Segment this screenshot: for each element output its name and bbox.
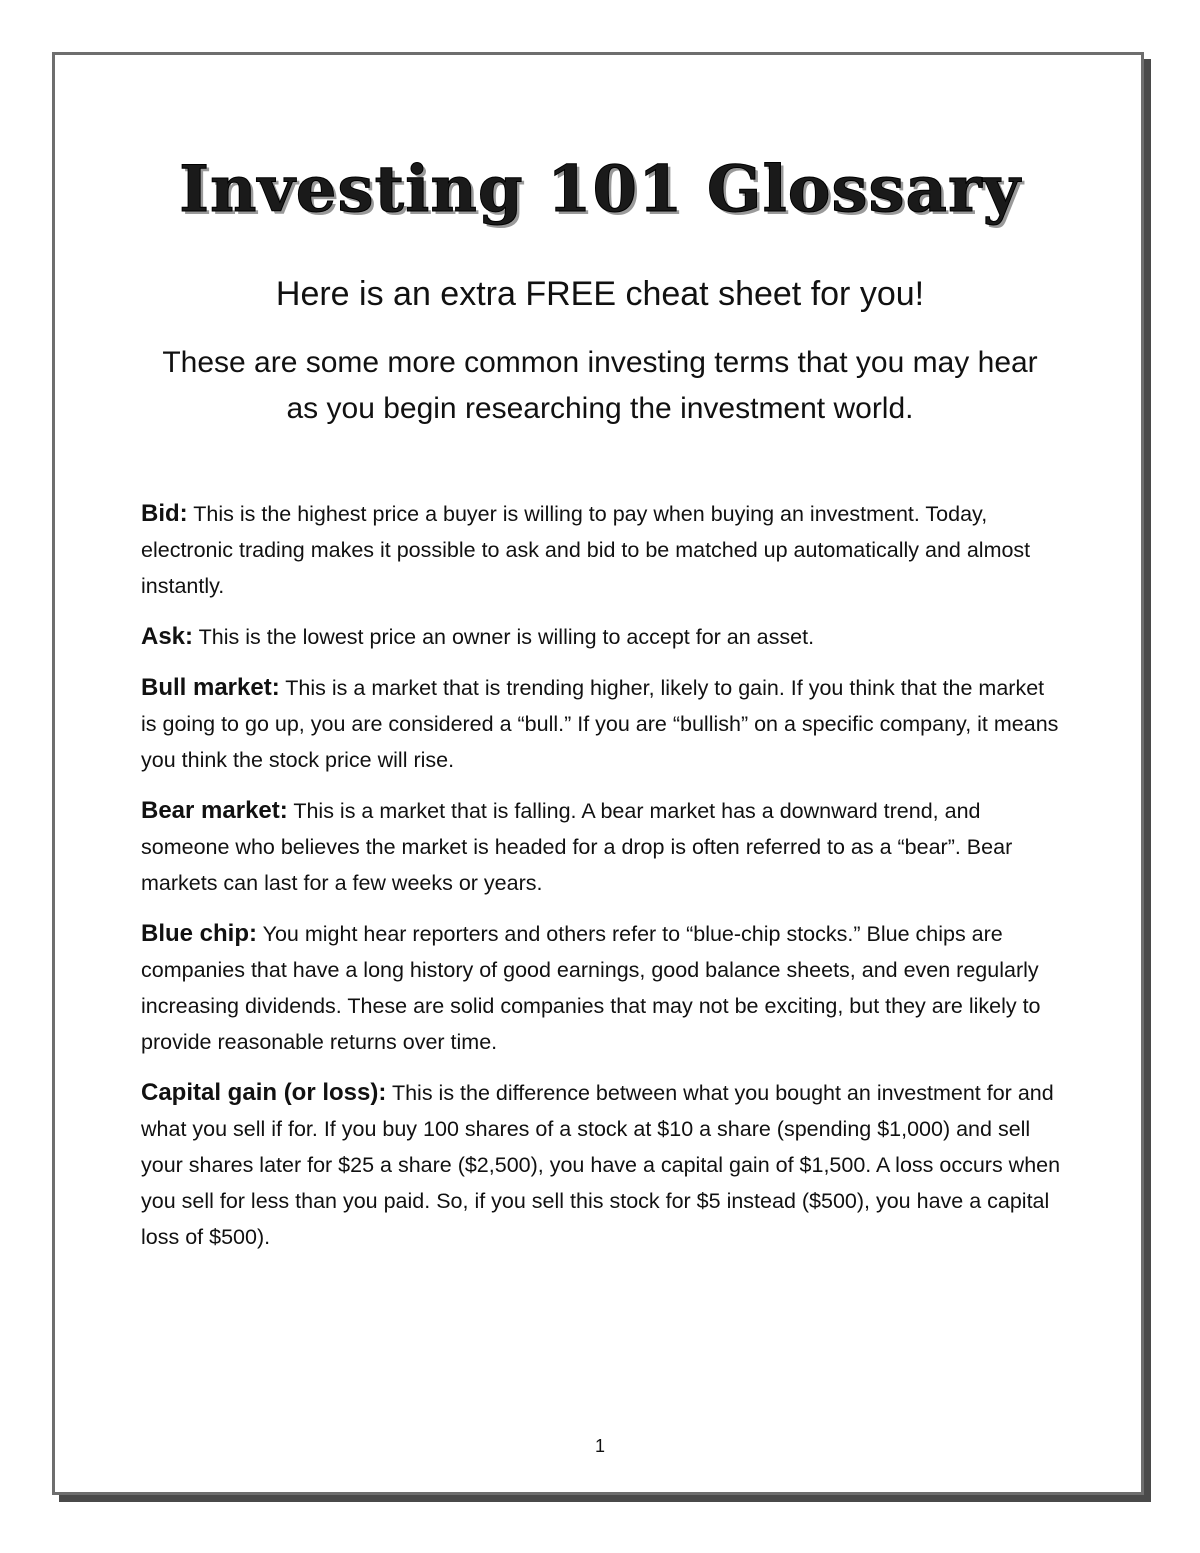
glossary-definition: This is a market that is falling. A bear market has a downward trend, and someone who believes the market is headed for a drop is often referred to as a “bear”. Bear markets can last for a few weeks or years. — [141, 799, 1013, 895]
glossary-definition: This is the highest price a buyer is willing to pay when buying an investment. Today, electronic trading makes it possible to ask and bid to be matched up automatically and almost instantly. — [141, 502, 1031, 598]
glossary-entry-bid — [141, 496, 1061, 604]
glossary-list — [141, 496, 1061, 1270]
glossary-entry-bull-market — [141, 670, 1061, 778]
page-title: Investing 101 Glossary — [179, 152, 1021, 227]
glossary-definition: You might hear reporters and others refer to “blue-chip stocks.” Blue chips are companies that have a long history of good earnings, good balance sheets, and even regularly increasing dividends. These are solid companies that may not be exciting, but they are likely to provide reasonable returns over time. — [141, 922, 1041, 1054]
glossary-definition: This is the lowest price an owner is willing to accept for an asset. — [198, 625, 815, 649]
page-number: 1 — [594, 1436, 605, 1456]
glossary-definition: This is the difference between what you bought an investment for and what you sell if for. If you buy 100 shares of a stock at $10 a share (spending $1,000) and sell your shares later for $25 a share ($2,500), you have a capital gain of $1,500. A loss occurs when you sell for less than you paid. So, if you sell this stock for $5 instead ($500), you have a capital loss of $500). — [141, 1081, 1061, 1249]
glossary-entry-capital-gain — [141, 1075, 1061, 1255]
glossary-definition: This is a market that is trending higher, likely to gain. If you think that the market is going to go up, you are considered a “bull.” If you are “bullish” on a specific company, it means you think the stock price will rise. — [141, 676, 1059, 772]
glossary-entry-bear-market — [141, 793, 1061, 901]
intro-text: These are some more common investing terms that you may hear as you begin researching the investment world. — [162, 346, 1038, 425]
glossary-term: Bull market: — [141, 674, 280, 701]
glossary-term: Ask: — [141, 623, 194, 650]
glossary-term: Blue chip: — [141, 920, 258, 947]
glossary-entry-ask — [141, 619, 1061, 655]
glossary-term: Bear market: — [141, 797, 288, 824]
subtitle: Here is an extra FREE cheat sheet for you! — [275, 275, 925, 313]
glossary-entry-blue-chip — [141, 916, 1061, 1060]
glossary-term: Capital gain (or loss): — [141, 1079, 387, 1106]
glossary-term: Bid: — [141, 500, 188, 527]
